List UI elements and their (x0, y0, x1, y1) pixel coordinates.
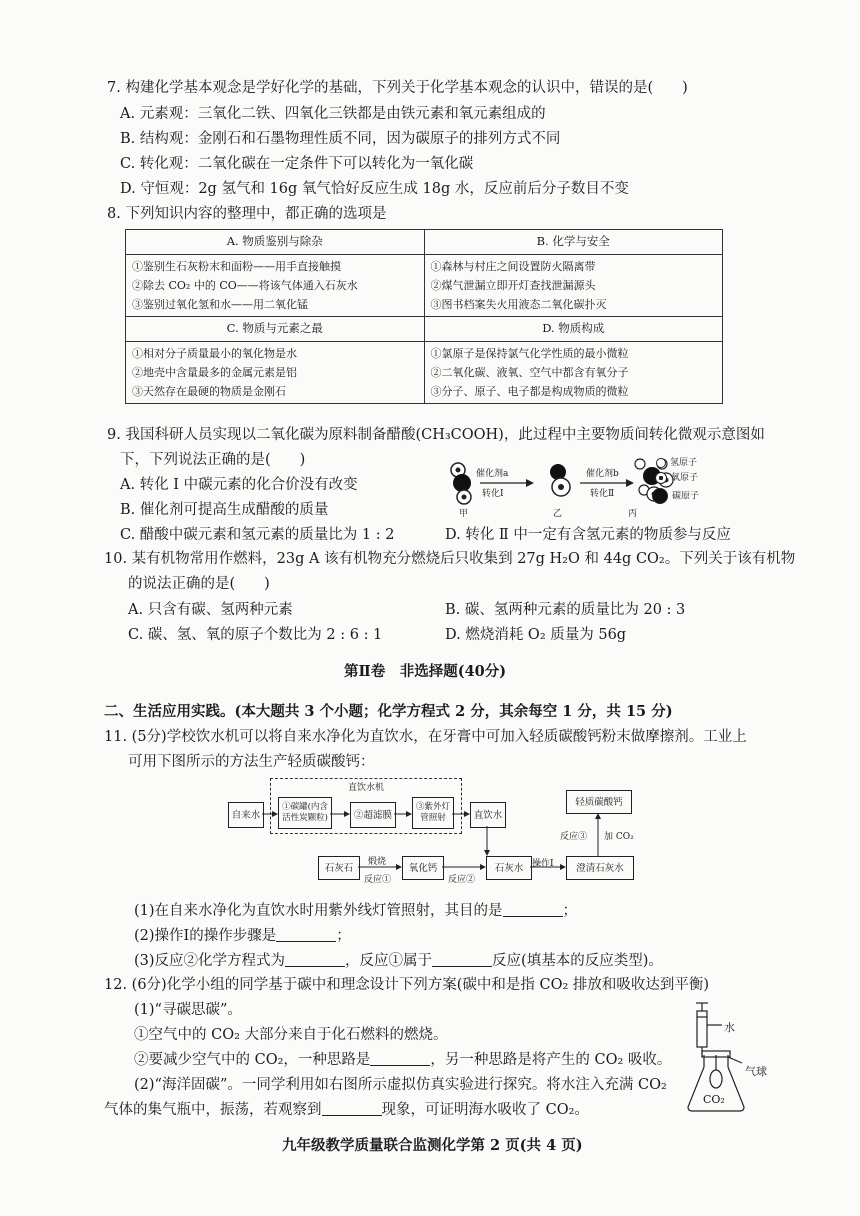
table-head-a: A. 物质鉴别与除杂 (126, 230, 425, 255)
q12-part-1: (1)“寻碳思碳”。 (134, 1002, 242, 1018)
blank-q11-2[interactable] (276, 927, 336, 942)
q7-option-b: B. 结构观：金刚石和石墨物理性质不同，因为碳原子的排列方式不同 (120, 131, 561, 147)
fig-label-water: 水 (724, 1021, 735, 1034)
q10-stem-2: 的说法正确的是( ) (128, 576, 270, 592)
q10-option-a: A. 只含有碳、氢两种元素 (128, 602, 293, 618)
label-yi: 乙 (553, 509, 563, 519)
operation-1-label: 操作Ⅰ (532, 859, 554, 869)
reaction-1-label: 反应① (364, 875, 392, 885)
part-2-heading: 二、生活应用实践。(本大题共 3 个小题；化学方程式 2 分，其余每空 1 分，共 15 分) (104, 703, 673, 720)
legend-oxygen: 氧原子 (655, 470, 698, 484)
cell-b-1: ①森林与村庄之间设置防火隔离带 (430, 260, 596, 273)
q11-part-1: (1)在自来水净化为直饮水时用紫外线灯管照射，其目的是 ； (134, 903, 578, 919)
label-jia: 甲 (459, 509, 469, 519)
q10-option-b: B. 碳、氢两种元素的质量比为 20 : 3 (445, 602, 686, 618)
q10-option-d: D. 燃烧消耗 O₂ 质量为 56g (445, 627, 627, 643)
cell-a-3: ③鉴别过氧化氢和水——用二氧化锰 (132, 298, 308, 311)
flask-figure (680, 995, 770, 1120)
carbon-atom-icon (652, 488, 668, 504)
q7-stem: 7. 构建化学基本观念是学好化学的基础，下列关于化学基本观念的认识中，错误的是( ) (107, 80, 688, 96)
q7-option-a: A. 元素观：三氧化二铁、四氧化三铁都是由铁元素和氧元素组成的 (120, 106, 546, 122)
q9-option-d: D. 转化 Ⅱ 中一定有含氢元素的物质参与反应 (445, 527, 731, 543)
blank-q12-1[interactable] (370, 1051, 430, 1066)
syringe-icon (696, 1003, 722, 1057)
box-direct-water: 直饮水 (470, 802, 506, 828)
box-ultrafilter: ②超滤膜 (350, 802, 396, 828)
calcine-label: 煅烧 (368, 857, 387, 867)
molecule-jia-icon (451, 463, 471, 504)
q9-stem-2: 下，下列说法正确的是( ) (120, 452, 306, 468)
cell-a-2: ②除去 CO₂ 中的 CO——将该气体通入石灰水 (132, 279, 358, 292)
q9-option-a: A. 转化 Ⅰ 中碳元素的化合价没有改变 (120, 477, 358, 493)
box-tap-water: 自来水 (228, 802, 264, 828)
table-cell-b (424, 255, 723, 317)
cell-d-3: ③分子、原子、电子都是构成物质的微粒 (430, 385, 629, 398)
label-bing: 丙 (628, 509, 638, 519)
cell-d-2: ②二氧化碳、液氧、空气中都含有氧分子 (430, 366, 629, 379)
cell-c-3: ③天然存在最硬的物质是金刚石 (132, 385, 286, 398)
add-co2-label: 加 CO₂ (604, 832, 634, 842)
arrow-2-top-label: 催化剂b (586, 469, 619, 479)
q10-stem-1: 10. 某有机物常用作燃料，23g A 该有机物充分燃烧后只收集到 27g H₂O 和 44g CO₂。下列关于该有机物 (104, 551, 796, 567)
box-uv-lamp: ③紫外灯管照射 (412, 797, 454, 829)
table-cell-a (126, 255, 425, 317)
q11-stem-1: 11. (5分)学校饮水机可以将自来水净化为直饮水，在牙膏中可加入轻质碳酸钙粉末做摩擦剂。工业上 (104, 729, 747, 745)
oxygen-atom-icon (655, 472, 667, 484)
q7-option-c: C. 转化观：二氧化碳在一定条件下可以转化为一氧化碳 (120, 156, 474, 172)
arrow-1-bottom-label: 转化Ⅰ (482, 489, 504, 499)
q12-part-1a: ①空气中的 CO₂ 大部分来自于化石燃料的燃烧。 (134, 1027, 448, 1043)
box-limestone: 石灰石 (318, 856, 360, 880)
reaction-3-label: 反应③ (560, 832, 588, 842)
legend-hydrogen: 氢原子 (656, 455, 697, 468)
table-head-d: D. 物质构成 (424, 317, 723, 342)
blank-q11-3a[interactable] (285, 952, 345, 967)
box-clear-lime-water: 澄清石灰水 (566, 856, 634, 880)
q8-stem: 8. 下列知识内容的整理中，都正确的选项是 (107, 206, 387, 222)
q9-option-b: B. 催化剂可提高生成醋酸的质量 (120, 502, 329, 518)
blank-q11-1[interactable] (503, 902, 563, 917)
legend-carbon: 碳原子 (652, 488, 699, 504)
q11-stem-2: 可用下图所示的方法生产轻质碳酸钙： (128, 754, 375, 770)
cell-b-2: ②煤气泄漏立即开灯查找泄漏源头 (430, 279, 596, 292)
table-head-c: C. 物质与元素之最 (126, 317, 425, 342)
q11-part-3: (3)反应②化学方程式为 ，反应①属于 反应(填基本的反应类型)。 (134, 953, 663, 969)
q12-part-2b: 气体的集气瓶中，振荡，若观察到 现象，可证明海水吸收了 CO₂。 (104, 1102, 589, 1118)
machine-label: 直饮水机 (348, 783, 385, 793)
table-cell-c (126, 342, 425, 404)
hydrogen-atom-icon (656, 458, 666, 468)
q12-part-1b: ②要减少空气中的 CO₂，一种思路是 ，另一种思路是将产生的 CO₂ 吸收。 (134, 1052, 672, 1068)
page-footer: 九年级教学质量联合监测化学第 2 页(共 4 页) (282, 1137, 583, 1154)
box-cao: 氧化钙 (402, 856, 444, 880)
reaction-2-label: 反应② (448, 875, 476, 885)
q8-knowledge-table (125, 229, 723, 404)
q9-stem-1: 9. 我国科研人员实现以二氧化碳为原料制备醋酸(CH₃COOH)，此过程中主要物质间转化微观示意图如 (107, 427, 765, 443)
q12-stem: 12. (6分)化学小组的同学基于碳中和理念设计下列方案(碳中和是指 CO₂ 排放和吸收达到平衡) (104, 977, 710, 993)
fig-label-balloon: 气球 (745, 1065, 767, 1078)
blank-q11-3b[interactable] (432, 952, 492, 967)
box-lime-milk: 石灰水 (486, 856, 532, 880)
q11-part-2: (2)操作Ⅰ的操作步骤是 ； (134, 928, 351, 944)
table-head-b: B. 化学与安全 (424, 230, 723, 255)
q9-option-c: C. 醋酸中碳元素和氢元素的质量比为 1 : 2 (120, 527, 395, 543)
box-light-caco3: 轻质碳酸钙 (566, 790, 632, 814)
molecule-yi-icon (550, 464, 570, 496)
cell-a-1: ①鉴别生石灰粉末和面粉——用手直接触摸 (132, 260, 341, 273)
arrow-1-top-label: 催化剂a (476, 469, 509, 479)
fig-label-co2: CO₂ (703, 1093, 725, 1106)
box-carbon-tank: ①碳罐(内含活性炭颗粒) (278, 797, 332, 829)
blank-q12-2[interactable] (322, 1101, 382, 1116)
cell-b-3: ③图书档案失火用液态二氧化碳扑灭 (430, 298, 607, 311)
q7-option-d: D. 守恒观：2g 氢气和 16g 氧气恰好反应生成 18g 水，反应前后分子数目不变 (120, 181, 629, 197)
table-cell-d (424, 342, 723, 404)
q12-part-2a: (2)“海洋固碳”。一同学利用如右图所示虚拟仿真实验进行探究。将水注入充满 CO₂ (134, 1077, 667, 1093)
cell-c-1: ①相对分子质量最小的氧化物是水 (132, 347, 297, 360)
q10-option-c: C. 碳、氢、氧的原子个数比为 2 : 6 : 1 (128, 627, 383, 643)
arrow-2-bottom-label: 转化Ⅱ (590, 489, 615, 499)
cell-d-1: ①氯原子是保持氯气化学性质的最小微粒 (430, 347, 629, 360)
section-2-title: 第Ⅱ卷 非选择题(40分) (344, 663, 507, 680)
cell-c-2: ②地壳中含量最多的金属元素是铝 (132, 366, 297, 379)
